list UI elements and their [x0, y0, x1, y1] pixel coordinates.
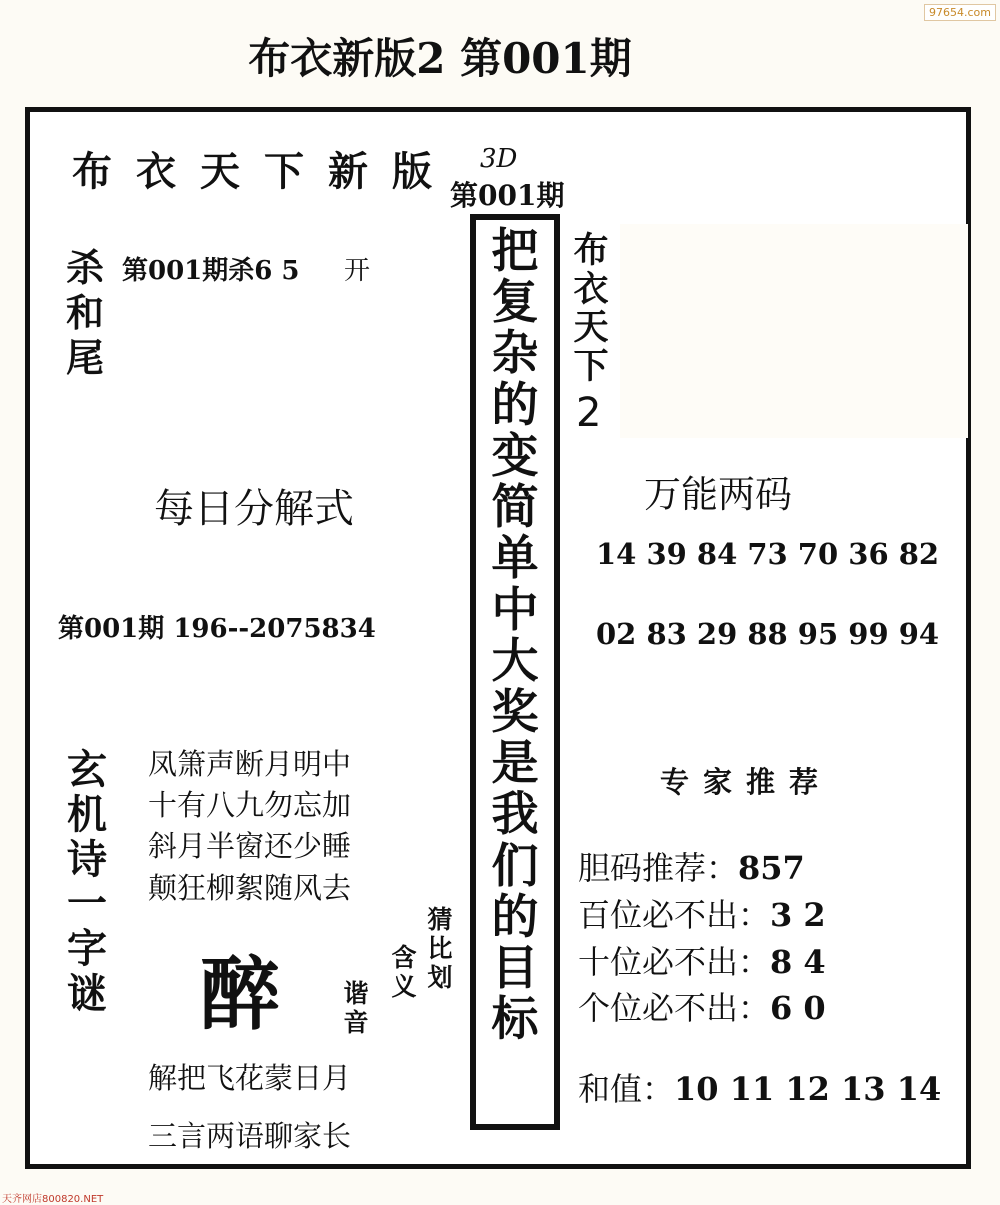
riddle-poem-label: 玄 机 诗 一 字 谜 [67, 746, 107, 1017]
issue-number: 第001期 [450, 179, 565, 212]
footer-watermark: 天齐网店800820.NET [2, 1194, 104, 1205]
rec-shi-label: 十位必不出： [578, 943, 771, 981]
kill-sum-tail-label: 杀 和 尾 [65, 245, 104, 380]
riddle-poem: 凤箫声断月明中 十有八九勿忘加 斜月半窗还少睡 颠狂柳絮随风去 [148, 747, 352, 905]
rec-ge-value: 6 0 [770, 989, 826, 1027]
rec-shi [578, 937, 826, 983]
rec-sum [578, 1064, 941, 1110]
hint-meaning: 含 义 [391, 943, 417, 1001]
decomposition-line: 第001期 196--2075834 [58, 614, 376, 644]
hint-homophone: 谐 音 [343, 979, 369, 1037]
rec-sum-label: 和值： [578, 1070, 675, 1108]
rec-ge-label: 个位必不出： [578, 989, 771, 1027]
rec-bai-value: 3 2 [770, 896, 826, 934]
site-watermark: 97654.com [924, 4, 996, 21]
kill-line: 第001期杀6 5 [122, 256, 300, 286]
brand-title: 布衣天下新版 [72, 148, 456, 195]
riddle-answer-line-1: 解把飞花蒙日月 [148, 1061, 352, 1095]
blank-panel [620, 224, 968, 438]
rec-bai-label: 百位必不出： [578, 896, 771, 934]
brand-vertical: 布 衣 天 下 [573, 230, 609, 387]
rec-dan [578, 843, 805, 889]
slogan-text: 把 复 杂 的 变 简 单 中 大 奖 是 我 们 的 目 标 [491, 224, 539, 1048]
label-3d: 3D [480, 144, 518, 174]
rec-dan-value: 857 [738, 849, 805, 887]
two-codes-title: 万能两码 [644, 473, 792, 516]
two-codes-line-2: 02 83 29 88 95 99 94 [596, 617, 940, 651]
brand-number: 2 [576, 390, 602, 436]
rec-sum-value: 10 11 12 13 14 [674, 1070, 942, 1108]
rec-dan-label: 胆码推荐： [578, 849, 739, 887]
rec-bai [578, 890, 826, 936]
expert-title: 专家推荐 [660, 765, 833, 799]
riddle-answer-char: 醉 [200, 947, 280, 1041]
riddle-answer-line-2: 三言两语聊家长 [148, 1119, 352, 1153]
decomposition-title: 每日分解式 [154, 486, 354, 532]
two-codes-line-1: 14 39 84 73 70 36 82 [596, 537, 940, 571]
kill-open: 开 [344, 256, 371, 286]
hint-guess: 猜 比 划 [427, 905, 453, 992]
page-title: 布衣新版2 第001期 [248, 34, 632, 83]
rec-ge [578, 983, 826, 1029]
rec-shi-value: 8 4 [770, 943, 826, 981]
